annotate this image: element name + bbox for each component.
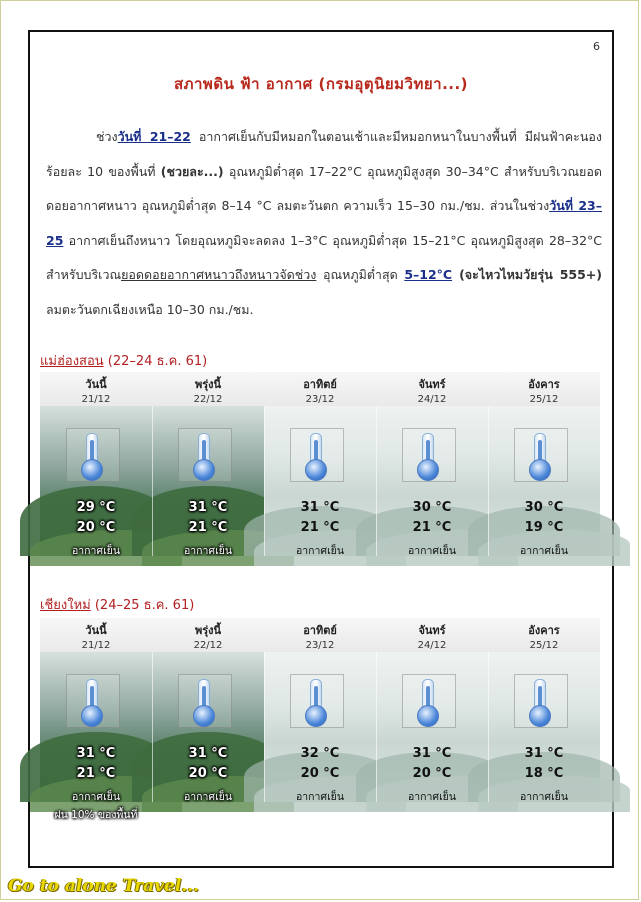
forecast-dates: (24–25 ธ.ค. 61)	[90, 598, 195, 613]
weather-condition: อากาศเย็น	[71, 791, 121, 803]
temp-low: 20 °C	[300, 766, 340, 781]
forecast-heading	[40, 350, 207, 371]
thermometer-icon	[178, 674, 232, 728]
forecast-strip	[40, 618, 600, 821]
thermometer-icon	[514, 428, 568, 482]
temp-low: 21 °C	[300, 520, 340, 535]
forecast-dates: (22–24 ธ.ค. 61)	[103, 354, 208, 369]
thermometer-icon	[178, 428, 232, 482]
text-span: อากาศเย็นถึงหนาว โดยอุณหภูมิจะลดลง 1–3°C อุณหภูมิต่ำสุด 15–21°C อุณหภูมิสูงสุด 28–32°C สำหรับบริเวณ	[46, 232, 602, 282]
text-span: ช่วง	[96, 129, 118, 144]
temp-low: 20 °C	[412, 766, 452, 781]
temp-high: 31 °C	[76, 746, 116, 761]
column-divider	[376, 652, 377, 802]
text-bold: (จะไหวไหมวัยรุ่น 555+)	[452, 267, 602, 282]
day-name: อังคาร	[528, 378, 560, 391]
column-divider	[264, 652, 265, 802]
temp-high: 29 °C	[76, 500, 116, 515]
text-bold: (ชวยละ...)	[160, 163, 224, 179]
column-divider	[488, 406, 489, 556]
thermometer-bulb	[305, 459, 327, 481]
day-date: 22/12	[193, 394, 223, 405]
day-name: อาทิตย์	[303, 624, 337, 637]
temp-high: 31 °C	[300, 500, 340, 515]
temp-high: 31 °C	[412, 746, 452, 761]
day-date: 21/12	[81, 640, 111, 651]
thermometer-bulb	[193, 459, 215, 481]
page-number: 6	[593, 40, 600, 53]
day-date: 23/12	[305, 640, 335, 651]
thermometer-bulb	[305, 705, 327, 727]
day-name: จันทร์	[418, 624, 446, 637]
temp-low: 21 °C	[412, 520, 452, 535]
forecast-day	[488, 618, 600, 802]
temp-low: 20 °C	[188, 766, 228, 781]
day-name: อาทิตย์	[303, 378, 337, 391]
weather-condition: อากาศเย็น	[407, 545, 457, 557]
day-header	[488, 372, 600, 407]
thermometer-bulb	[529, 459, 551, 481]
day-header	[40, 618, 152, 653]
forecast-place: แม่ฮ่องสอน	[40, 354, 104, 369]
day-name: พรุ่งนี้	[194, 378, 222, 391]
weather-condition: อากาศเย็น	[183, 791, 233, 803]
thermometer-icon	[290, 674, 344, 728]
day-header	[376, 372, 488, 407]
forecast-place: เชียงใหม่	[40, 598, 91, 613]
temp-low: 19 °C	[524, 520, 564, 535]
weather-condition: อากาศเย็น	[407, 791, 457, 803]
thermometer-icon	[66, 674, 120, 728]
date-range-highlight: วันที่ 23–25	[46, 198, 602, 248]
thermometer-icon	[402, 428, 456, 482]
temp-low: 18 °C	[524, 766, 564, 781]
column-divider	[152, 406, 153, 556]
day-date: 22/12	[193, 640, 223, 651]
weather-background	[488, 406, 600, 556]
temp-high: 30 °C	[524, 500, 564, 515]
day-date: 24/12	[417, 394, 447, 405]
forecast-strip	[40, 372, 600, 556]
weather-condition: อากาศเย็น	[519, 791, 569, 803]
column-divider	[376, 406, 377, 556]
day-name: วันนี้	[85, 378, 107, 391]
day-name: อังคาร	[528, 624, 560, 637]
day-date: 23/12	[305, 394, 335, 405]
day-name: วันนี้	[85, 624, 107, 637]
thermometer-bulb	[81, 705, 103, 727]
thermometer-icon	[514, 674, 568, 728]
date-range-highlight: วันที่ 21–22	[117, 129, 191, 144]
text-span: อุณหภูมิต่ำสุด	[316, 267, 405, 282]
weather-background	[488, 652, 600, 802]
rain-note: ฝน 10% ของพื้นที่	[54, 809, 138, 821]
footer-watermark: Go to alone Travel...	[8, 876, 200, 896]
column-divider	[152, 652, 153, 802]
day-header	[40, 372, 152, 407]
temp-low: 21 °C	[76, 766, 116, 781]
day-header	[264, 372, 376, 407]
day-date: 21/12	[81, 394, 111, 405]
column-divider	[488, 652, 489, 802]
text-span: อุณหภูมิต่ำสุด 17–22°C อุณหภูมิสูงสุด 30–34°C สำหรับบริเวณยอดดอยอากาศหนาว อุณหภูมิต่ำสุด 8–14 °C ลมตะวันตก ความเร็ว 15–30 กม./ชม. ส่วนในช่วง	[46, 163, 602, 213]
day-name: พรุ่งนี้	[194, 624, 222, 637]
weather-condition: อากาศเย็น	[183, 545, 233, 557]
day-header	[152, 372, 264, 407]
day-header	[264, 618, 376, 653]
day-date: 24/12	[417, 640, 447, 651]
day-date: 25/12	[529, 394, 559, 405]
weather-condition: อากาศเย็น	[71, 545, 121, 557]
temperature-highlight: 5–12°C	[404, 267, 453, 282]
day-name: จันทร์	[418, 378, 446, 391]
temp-high: 31 °C	[188, 500, 228, 515]
temp-high: 31 °C	[524, 746, 564, 761]
weather-condition: อากาศเย็น	[295, 791, 345, 803]
description-paragraph	[46, 120, 602, 327]
thermometer-bulb	[193, 705, 215, 727]
thermometer-icon	[402, 674, 456, 728]
thermometer-bulb	[417, 705, 439, 727]
thermometer-icon	[290, 428, 344, 482]
day-date: 25/12	[529, 640, 559, 651]
day-header	[152, 618, 264, 653]
document-page	[28, 30, 614, 868]
thermometer-bulb	[417, 459, 439, 481]
weather-condition: อากาศเย็น	[295, 545, 345, 557]
page-title: สภาพดิน ฟ้า อากาศ (กรมอุตุนิยมวิทยา...)	[173, 75, 469, 93]
forecast-heading	[40, 594, 194, 615]
text-span: อากาศเย็นกับมีหมอกในตอนเช้าและมีหมอกหนาในบางพื้นที่ มีฝนฟ้าคะนองร้อยละ 10 ของพื้นที่	[46, 129, 602, 179]
weather-condition: อากาศเย็น	[519, 545, 569, 557]
text-span: ลมตะวันตกเฉียงเหนือ 10–30 กม./ชม.	[46, 301, 254, 317]
column-divider	[264, 406, 265, 556]
day-header	[376, 618, 488, 653]
thermometer-bulb	[529, 705, 551, 727]
thermometer-icon	[66, 428, 120, 482]
temp-low: 21 °C	[188, 520, 228, 535]
temp-low: 20 °C	[76, 520, 116, 535]
temp-high: 31 °C	[188, 746, 228, 761]
thermometer-bulb	[81, 459, 103, 481]
weather-description	[46, 120, 602, 327]
temp-high: 32 °C	[300, 746, 340, 761]
day-header	[488, 618, 600, 653]
text-underlined: ยอดดอยอากาศหนาวถึงหนาวจัดช่วง	[121, 267, 317, 282]
forecast-day	[488, 372, 600, 556]
temp-high: 30 °C	[412, 500, 452, 515]
